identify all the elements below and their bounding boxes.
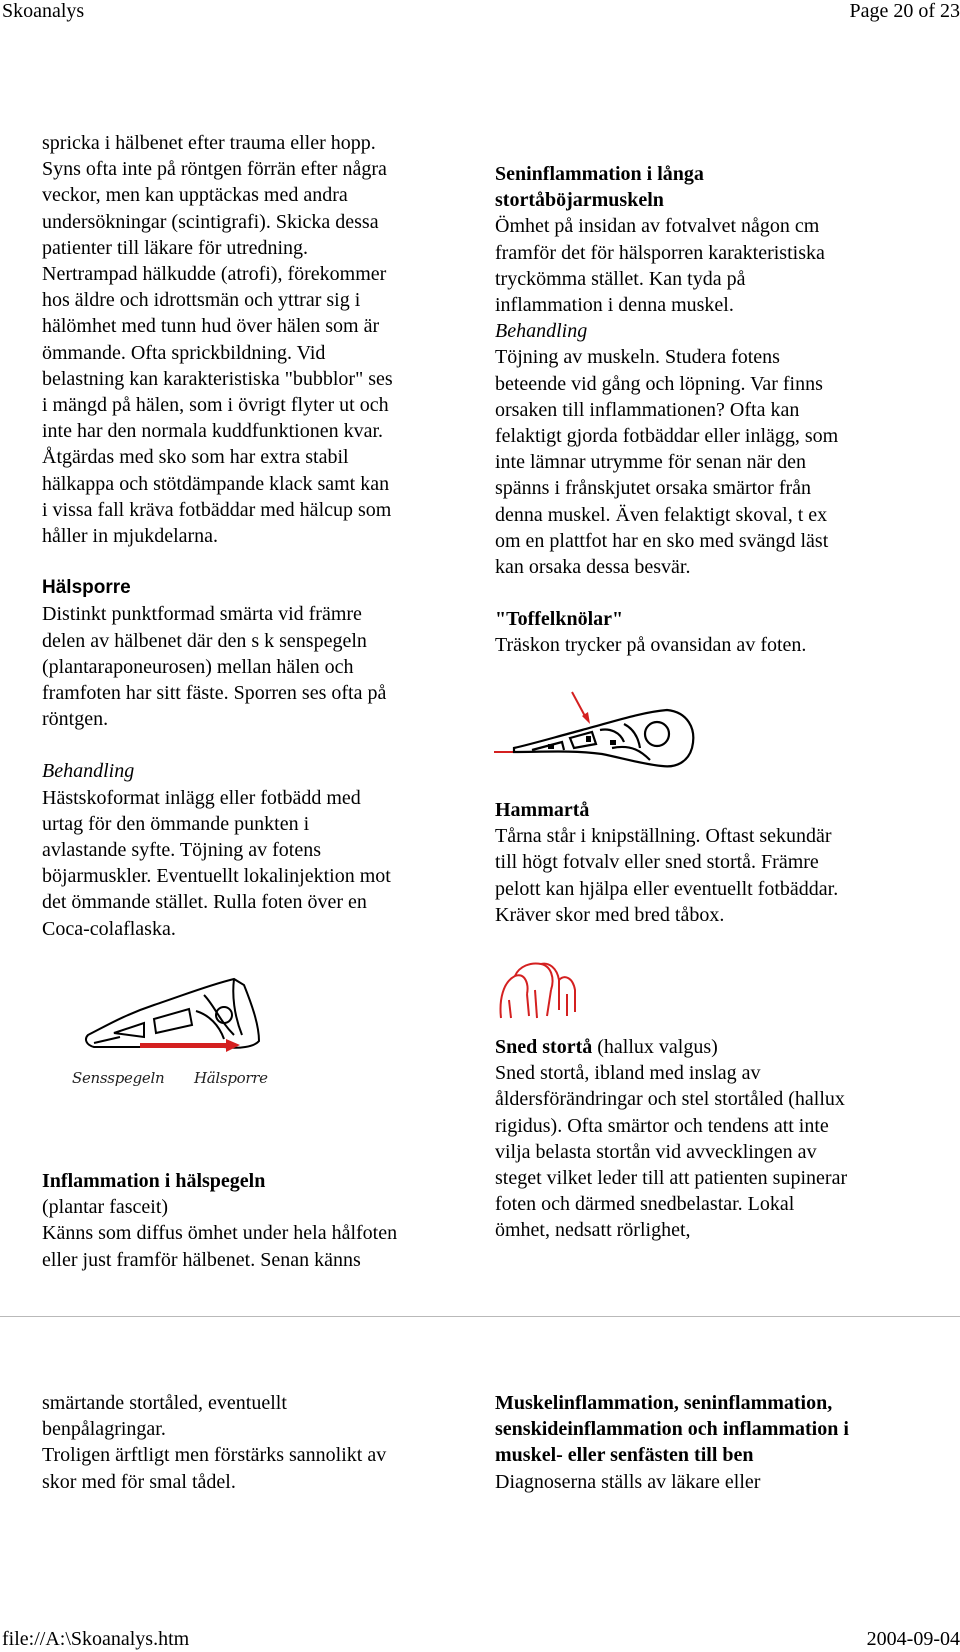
text-line: inflammation i denna muskel. <box>495 294 734 317</box>
file-path: file://A:\Skoanalys.htm <box>2 1628 190 1650</box>
text-line: hos äldre och idrottsmän och yttrar sig i <box>42 289 361 312</box>
intro-paragraph <box>42 130 462 549</box>
text-line: benpålagringar. <box>42 1418 166 1441</box>
text-line: Syns ofta inte på röntgen förrän efter några <box>42 158 387 181</box>
spur-arrow <box>140 1039 240 1052</box>
text-line: inte lämnar utrymme för senan när den <box>495 451 806 474</box>
text-line: Kräver skor med bred tåbox. <box>495 903 725 926</box>
text-line: Åtgärdas med sko som har extra stabil <box>42 446 349 469</box>
print-date: 2004-09-04 <box>866 1628 960 1650</box>
text-line: Töjning av muskeln. Studera fotens <box>495 346 780 369</box>
text-line: undersökningar (scintigrafi). Skicka dessa <box>42 210 379 233</box>
page-header <box>0 0 960 26</box>
text-line: denna muskel. Även felaktigt skoval, t ex <box>495 503 828 526</box>
text-line: urtag för den ömmande punkten i <box>42 812 310 835</box>
text-line: rigidus). Ofta smärtor och tendens att inte <box>495 1114 829 1137</box>
text-line: vilja belasta stortån vid avvecklingen av <box>495 1140 817 1163</box>
inflammation-section <box>42 1168 472 1273</box>
toffelknolar-illustration <box>492 688 702 788</box>
text-line: avlastande syfte. Töjning av fotens <box>42 839 322 862</box>
figure-label-senspegeln: Sensspegeln <box>72 1069 165 1087</box>
page-break-divider <box>0 1316 960 1317</box>
hammarta-section <box>495 797 925 928</box>
text-line: smärtande stortåled, eventuellt <box>42 1392 287 1414</box>
text-line: steget vilket leder till att patienten supinerar <box>495 1167 848 1190</box>
text-line: Diagnoserna ställs av läkare eller <box>495 1470 761 1493</box>
seninflammation-heading-line: stortåböjarmuskeln <box>495 189 664 212</box>
hammarta-heading: Hammartå <box>495 799 590 821</box>
text-line: Distinkt punktformad smärta vid främre <box>42 603 362 626</box>
text-line: spänns i frånskjutet orsaka smärtor från <box>495 477 812 500</box>
text-line: Träskon trycker på ovansidan av foten. <box>495 634 807 657</box>
text-line: veckor, men kan upptäckas med andra <box>42 184 348 207</box>
text-line: Ömhet på insidan av fotvalvet någon cm <box>495 215 820 238</box>
text-line: det ömmande stället. Rulla foten över en <box>42 891 367 914</box>
text-line: åldersförändringar och stel stortåled (hallux <box>495 1088 845 1111</box>
right-column <box>495 161 925 659</box>
halsporre-paragraph <box>42 601 462 732</box>
behandling-label: Behandling <box>42 760 135 783</box>
text-line: Tårna står i knipställning. Oftast sekundär <box>495 825 832 848</box>
muskelinflammation-heading-line: muskel- eller senfästen till ben <box>495 1444 754 1467</box>
figure-label-halsporre: Hälsporre <box>194 1069 268 1087</box>
seninflammation-heading-line: Seninflammation i långa <box>495 163 704 185</box>
text-line: Sned stortå, ibland med inslag av <box>495 1062 761 1085</box>
text-line: framfoten har sitt fäste. Sporren ses ofta på <box>42 682 387 705</box>
text-line: foten och därmed snedbelastar. Lokal <box>495 1193 795 1216</box>
page-number: Page 20 of 23 <box>849 0 960 22</box>
page-footer <box>0 1628 960 1652</box>
text-line: om en plattfot har en sko med svängd läst <box>495 529 829 552</box>
bottom-left-section <box>42 1390 472 1495</box>
text-line: inte har den normala kuddfunktionen kvar. <box>42 420 384 443</box>
halsporre-heading: Hälsporre <box>42 577 131 599</box>
text-line: delen av hälbenet där den s k senspegeln <box>42 629 367 652</box>
behandling-label: Behandling <box>495 320 588 343</box>
text-line: kan orsaka dessa besvär. <box>495 556 691 579</box>
bottom-right-section <box>495 1390 935 1495</box>
text-line: beteende vid gång och löpning. Var finns <box>495 372 823 395</box>
text-line: eller just framför hälbenet. Senan känns <box>42 1248 361 1271</box>
left-column <box>42 130 462 942</box>
muskelinflammation-heading-line: Muskelinflammation, seninflammation, <box>495 1392 833 1414</box>
behandling-paragraph <box>42 785 462 942</box>
text-line: ömmande. Ofta sprickbildning. Vid <box>42 341 326 364</box>
text-line: belastning kan karakteristiska "bubblor" ses <box>42 367 393 390</box>
muskelinflammation-heading-line: senskideinflammation och inflammation i <box>495 1418 849 1441</box>
toffelknolar-heading: "Toffelknölar" <box>495 608 624 631</box>
text-line: ömhet, nedsatt rörlighet, <box>495 1219 691 1242</box>
text-line: orsaken till inflammationen? Ofta kan <box>495 398 800 421</box>
text-line: skor med för smal tådel. <box>42 1470 236 1493</box>
heel-spur-illustration <box>84 975 284 1065</box>
sned-storta-heading <box>495 1034 935 1060</box>
sned-storta-section <box>495 1034 935 1244</box>
pressure-arrow <box>494 692 590 752</box>
text-line: böjarmuskler. Eventuellt lokalinjektion mot <box>42 865 391 888</box>
text-line: framför det för hälsporren karakteristiska <box>495 241 825 264</box>
text-line: röntgen. <box>42 708 109 731</box>
text-line: i mängd på hälen, som i övrigt flyter ut och <box>42 394 389 417</box>
text-line: felaktigt gjorda fotbäddar eller inlägg, som <box>495 425 839 448</box>
sned-storta-subtitle: (hallux valgus) <box>592 1036 718 1058</box>
text-line: (plantar fasceit) <box>42 1196 169 1219</box>
inflammation-heading: Inflammation i hälspegeln <box>42 1170 266 1192</box>
document-title: Skoanalys <box>2 0 85 22</box>
text-line: tryckömma stället. Kan tyda på <box>495 267 746 290</box>
text-line: spricka i hälbenet efter trauma eller hopp. <box>42 132 376 154</box>
text-line: Nertrampad hälkudde (atrofi), förekommer <box>42 263 387 286</box>
text-line: (plantaraponeurosen) mellan hälen och <box>42 655 354 678</box>
text-line: i vissa fall kräva fotbäddar med hälcup som <box>42 498 392 521</box>
sned-storta-title: Sned stortå <box>495 1036 593 1058</box>
text-line: patienter till läkare för utredning. <box>42 236 309 259</box>
text-line: håller in mjukdelarna. <box>42 525 219 548</box>
text-line: till högt fotvalv eller sned stortå. Främre <box>495 851 819 874</box>
text-line: hälkappa och stötdämpande klack samt kan <box>42 472 390 495</box>
text-line: Hästskoformat inlägg eller fotbädd med <box>42 786 361 809</box>
text-line: Coca-colaflaska. <box>42 917 176 940</box>
text-line: hälömhet med tunn hud över hälen som är <box>42 315 380 338</box>
text-line: Troligen ärftligt men förstärks sannolikt av <box>42 1444 387 1467</box>
hammertoe-illustration <box>497 960 587 1020</box>
text-line: Känns som diffus ömhet under hela hålfoten <box>42 1222 398 1245</box>
text-line: pelott kan hjälpa eller eventuellt fotbäddar. <box>495 877 839 900</box>
